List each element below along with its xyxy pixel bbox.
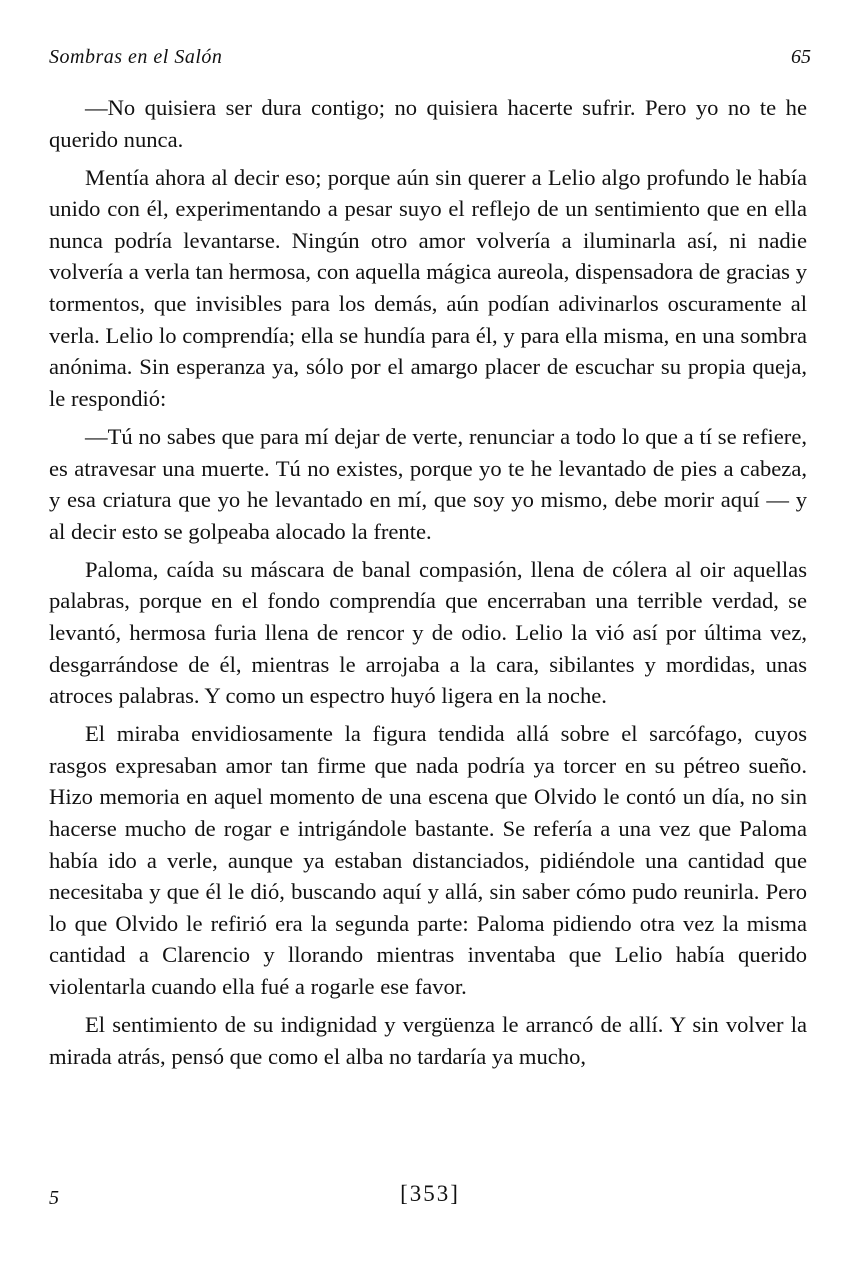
page-footer [49, 1181, 811, 1215]
folio-number: 65 [791, 46, 811, 68]
body-text [49, 92, 807, 1079]
paragraph: —No quisiera ser dura contigo; no quisiera hacerte sufrir. Pero yo no te he querido nunca. [49, 95, 807, 152]
running-title: Sombras en el Salón [49, 46, 223, 68]
paragraph: Mentía ahora al decir eso; porque aún sin querer a Lelio algo profundo le había unido con él, experimentando a pesar suyo el reflejo de un sentimiento que en ella nunca podría levantarse. Ningún otro amor volvería a iluminarla así, ni nadie volvería a verla tan hermosa, con aquella mágica aureola, dispensadora de gracias y tormentos, que invisibles para los demás, aún podían adivinarlos oscuramente al verla. Lelio lo comprendía; ella se hundía para él, y para ella misma, en una sombra anónima. Sin esperanza ya, sólo por el amargo placer de escuchar su propia queja, le respondió: [49, 164, 807, 411]
paragraph: —Tú no sabes que para mí dejar de verte, renunciar a todo lo que a tí se refiere, es atravesar una muerte. Tú no existes, porque yo te he levantado de pies a cabeza, y esa criatura que yo he levantado en mí, que soy yo mismo, debe morir aquí — y al decir esto se golpeaba alocado la frente. [49, 423, 807, 544]
signature-mark: 5 [49, 1187, 59, 1209]
paragraph: El sentimiento de su indignidad y vergüenza le arrancó de allí. Y sin volver la mirada atrás, pensó que como el alba no tardaría ya mucho, [49, 1012, 807, 1069]
paragraph: Paloma, caída su máscara de banal compasión, llena de cólera al oir aquellas palabras, porque en el fondo comprendía que encerraban una terrible verdad, se levantó, hermosa furia llena de rencor y de odio. Lelio la vió así por última vez, desgarrándose de él, mientras le arrojaba a la cara, sibilantes y mordidas, unas atroces palabras. Y como un espectro huyó ligera en la noche. [49, 556, 807, 709]
running-header [49, 46, 811, 76]
paragraph: El miraba envidiosamente la figura tendida allá sobre el sarcófago, cuyos rasgos expresaban amor tan firme que nada podría ya torcer en su pétreo sueño. Hizo memoria en aquel momento de una escena que Olvido le contó un día, no sin hacerse mucho de rogar e intrigándole bastante. Se refería a una vez que Paloma había ido a verle, aunque ya estaban distanciados, pidiéndole una cantidad que necesitaba y que él le dió, buscando aquí y allá, sin saber cómo pudo reunirla. Pero lo que Olvido le refirió era la segunda parte: Paloma pidiendo otra vez la misma cantidad a Clarencio y llorando mientras inventaba que Lelio había querido violentarla cuando ella fué a rogarle ese favor. [49, 721, 807, 1000]
page-number: [353] [400, 1181, 460, 1206]
